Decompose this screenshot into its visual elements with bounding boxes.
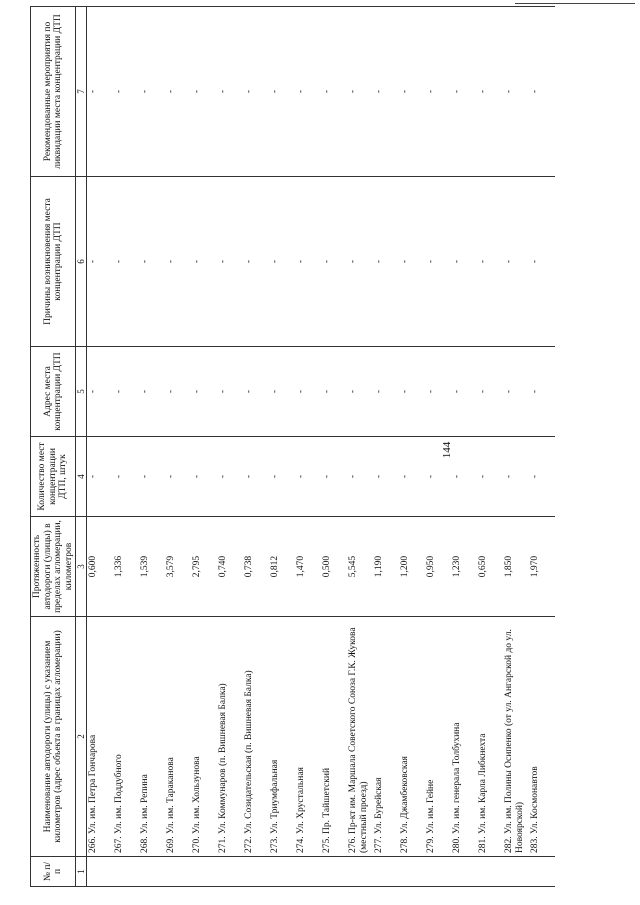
table-row	[113, 7, 139, 887]
count-cell: -	[373, 437, 399, 517]
cause-cell: -	[503, 177, 529, 347]
table-row	[191, 7, 217, 887]
count-cell: -	[269, 437, 295, 517]
column-index: 2	[76, 617, 87, 857]
page-number: 144	[441, 441, 453, 459]
recommendation-cell: -	[139, 7, 165, 177]
recommendation-cell: -	[113, 7, 139, 177]
column-index: 3	[76, 517, 87, 617]
empty-num-cell	[503, 857, 529, 887]
table-row	[503, 7, 529, 887]
recommendation-cell: -	[295, 7, 321, 177]
table-row	[165, 7, 191, 887]
length-cell: 0,500	[321, 517, 347, 617]
count-cell: -	[217, 437, 243, 517]
cause-cell: -	[295, 177, 321, 347]
road-name-cell: 266. Ул. им. Петра Гончарова	[87, 617, 114, 857]
road-name-cell: 281. Ул. им. Карла Либкнехта	[477, 617, 503, 857]
empty-num-cell	[217, 857, 243, 887]
empty-num-cell	[269, 857, 295, 887]
road-name-cell: 274. Ул. Хрустальная	[295, 617, 321, 857]
dtp-table	[30, 6, 555, 887]
recommendation-cell: -	[217, 7, 243, 177]
cause-cell: -	[529, 177, 555, 347]
empty-num-cell	[165, 857, 191, 887]
address-cell: -	[373, 347, 399, 437]
table-row	[243, 7, 269, 887]
cause-cell: -	[451, 177, 477, 347]
length-cell: 0,738	[243, 517, 269, 617]
cause-cell: -	[113, 177, 139, 347]
address-cell: -	[217, 347, 243, 437]
length-cell: 3,579	[165, 517, 191, 617]
table-row	[217, 7, 243, 887]
empty-num-cell	[191, 857, 217, 887]
address-cell: -	[399, 347, 425, 437]
length-cell: 1,539	[139, 517, 165, 617]
cause-cell: -	[165, 177, 191, 347]
cause-cell: -	[191, 177, 217, 347]
count-cell: -	[347, 437, 373, 517]
cause-cell: -	[217, 177, 243, 347]
length-cell: 5,545	[347, 517, 373, 617]
cause-cell: -	[139, 177, 165, 347]
road-name-cell: 271. Ул. Коммунаров (п. Вишневая Балка)	[217, 617, 243, 857]
table-row	[425, 7, 451, 887]
table-row	[295, 7, 321, 887]
address-cell: -	[191, 347, 217, 437]
header-cell: Наименование автодороги (улицы) с указанием километров (адрес объекта в границах агломерации)	[31, 617, 76, 857]
recommendation-cell: -	[191, 7, 217, 177]
empty-num-cell	[139, 857, 165, 887]
empty-num-cell	[321, 857, 347, 887]
count-cell: -	[295, 437, 321, 517]
length-cell: 0,650	[477, 517, 503, 617]
count-cell: -	[87, 437, 114, 517]
recommendation-cell: -	[503, 7, 529, 177]
length-cell: 2,795	[191, 517, 217, 617]
address-cell: -	[113, 347, 139, 437]
header-cell: Протяженность автодороги (улицы) в пределах агломерации, километров	[31, 517, 76, 617]
address-cell: -	[347, 347, 373, 437]
empty-num-cell	[399, 857, 425, 887]
road-name-cell: 283. Ул. Космонавтов	[529, 617, 555, 857]
length-cell: 0,600	[87, 517, 114, 617]
length-cell: 1,230	[451, 517, 477, 617]
empty-num-cell	[347, 857, 373, 887]
header-cell: Рекомендованные мероприятия по ликвидации места концентрации ДТП	[31, 7, 76, 177]
road-name-cell: 270. Ул. им. Хользунова	[191, 617, 217, 857]
recommendation-cell: -	[165, 7, 191, 177]
recommendation-cell: -	[425, 7, 451, 177]
length-cell: 1,470	[295, 517, 321, 617]
empty-num-cell	[243, 857, 269, 887]
length-cell: 1,200	[399, 517, 425, 617]
table-row	[477, 7, 503, 887]
count-cell: -	[139, 437, 165, 517]
cause-cell: -	[321, 177, 347, 347]
table-row	[321, 7, 347, 887]
column-index: 6	[76, 177, 87, 347]
cause-cell: -	[243, 177, 269, 347]
count-cell: -	[451, 437, 477, 517]
count-cell: -	[243, 437, 269, 517]
table-row	[373, 7, 399, 887]
road-name-cell: 279. Ул. им. Гейне	[425, 617, 451, 857]
road-name-cell: 272. Ул. Созидательская (п. Вишневая Балка)	[243, 617, 269, 857]
cause-cell: -	[269, 177, 295, 347]
count-cell: -	[113, 437, 139, 517]
empty-num-cell	[295, 857, 321, 887]
table-row	[451, 7, 477, 887]
length-cell: 1,850	[503, 517, 529, 617]
recommendation-cell: -	[321, 7, 347, 177]
recommendation-cell: -	[529, 7, 555, 177]
address-cell: -	[477, 347, 503, 437]
empty-num-cell	[451, 857, 477, 887]
count-cell: -	[165, 437, 191, 517]
table-row	[87, 7, 114, 887]
table-row	[529, 7, 555, 887]
road-name-cell: 278. Ул. Джамбековская	[399, 617, 425, 857]
address-cell: -	[165, 347, 191, 437]
address-cell: -	[503, 347, 529, 437]
recommendation-cell: -	[373, 7, 399, 177]
column-index: 5	[76, 347, 87, 437]
empty-num-cell	[113, 857, 139, 887]
empty-num-cell	[373, 857, 399, 887]
recommendation-cell: -	[451, 7, 477, 177]
recommendation-cell: -	[243, 7, 269, 177]
cause-cell: -	[87, 177, 114, 347]
road-name-cell: 277. Ул. Бурейская	[373, 617, 399, 857]
cause-cell: -	[425, 177, 451, 347]
length-cell: 0,950	[425, 517, 451, 617]
address-cell: -	[321, 347, 347, 437]
empty-num-cell	[529, 857, 555, 887]
road-name-cell: 275. Пр. Тайшетский	[321, 617, 347, 857]
count-cell: -	[399, 437, 425, 517]
header-cell: Количество мест концентрации ДТП, штук	[31, 437, 76, 517]
table-row	[269, 7, 295, 887]
count-cell: -	[425, 437, 451, 517]
column-index-row	[76, 7, 87, 887]
empty-num-cell	[87, 857, 114, 887]
column-index: 4	[76, 437, 87, 517]
recommendation-cell: -	[87, 7, 114, 177]
address-cell: -	[87, 347, 114, 437]
count-cell: -	[529, 437, 555, 517]
length-cell: 0,812	[269, 517, 295, 617]
recommendation-cell: -	[347, 7, 373, 177]
column-index: 1	[76, 857, 87, 887]
road-name-cell: 273. Ул. Триумфальная	[269, 617, 295, 857]
address-cell: -	[243, 347, 269, 437]
count-cell: -	[191, 437, 217, 517]
header-cell: Адрес места концентрации ДТП	[31, 347, 76, 437]
column-index: 7	[76, 7, 87, 177]
road-name-cell: 267. Ул. им. Поддубного	[113, 617, 139, 857]
length-cell: 1,336	[113, 517, 139, 617]
address-cell: -	[295, 347, 321, 437]
length-cell: 1,970	[529, 517, 555, 617]
road-name-cell: 282. Ул. им. Полины Осипенко (от ул. Ангарской до ул. Новоярской)	[503, 617, 529, 857]
address-cell: -	[269, 347, 295, 437]
road-name-cell: 268. Ул. им. Репина	[139, 617, 165, 857]
cause-cell: -	[373, 177, 399, 347]
address-cell: -	[451, 347, 477, 437]
table-row	[139, 7, 165, 887]
header-row	[31, 7, 76, 887]
recommendation-cell: -	[269, 7, 295, 177]
cause-cell: -	[399, 177, 425, 347]
cause-cell: -	[347, 177, 373, 347]
table-row	[347, 7, 373, 887]
header-cell: Причины возникновения места концентрации ДТП	[31, 177, 76, 347]
address-cell: -	[529, 347, 555, 437]
count-cell: -	[477, 437, 503, 517]
road-name-cell: 280. Ул. им. генерала Толбухина	[451, 617, 477, 857]
count-cell: -	[321, 437, 347, 517]
count-cell: -	[503, 437, 529, 517]
table-row	[399, 7, 425, 887]
address-cell: -	[139, 347, 165, 437]
empty-num-cell	[477, 857, 503, 887]
length-cell: 0,740	[217, 517, 243, 617]
header-cell: № п/п	[31, 857, 76, 887]
cause-cell: -	[477, 177, 503, 347]
address-cell: -	[425, 347, 451, 437]
road-name-cell: 276. Пр-кт им. Маршала Советского Союза Г.К. Жукова (местный проезд)	[347, 617, 373, 857]
length-cell: 1,190	[373, 517, 399, 617]
recommendation-cell: -	[399, 7, 425, 177]
empty-num-cell	[425, 857, 451, 887]
recommendation-cell: -	[477, 7, 503, 177]
road-name-cell: 269. Ул. им. Тараканова	[165, 617, 191, 857]
